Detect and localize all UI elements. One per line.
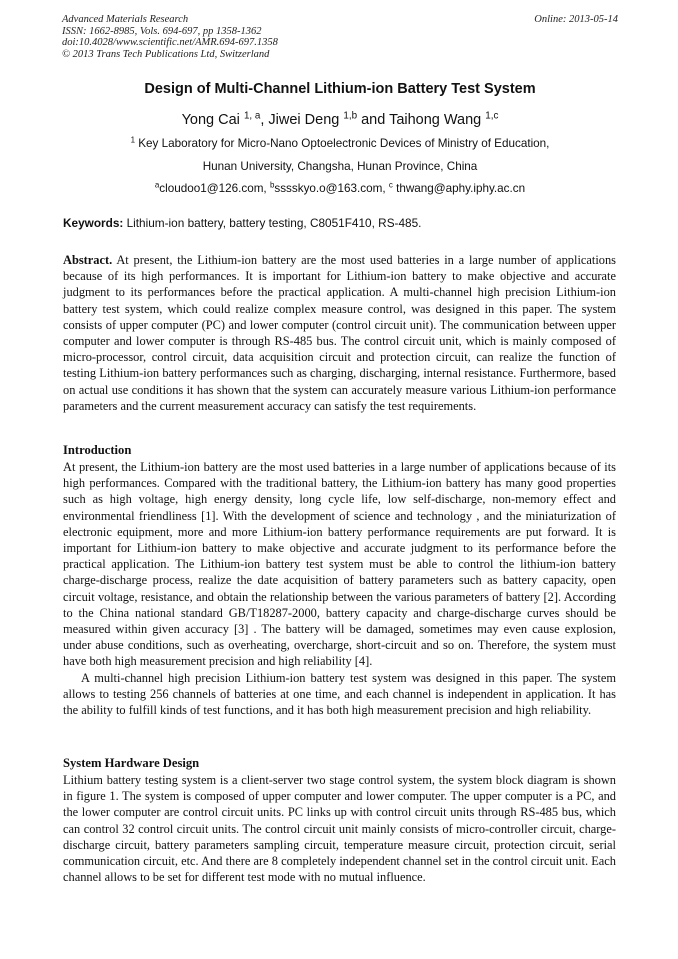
hardware-heading: System Hardware Design (63, 756, 200, 770)
keywords (63, 216, 619, 230)
affiliation-line-2: Hunan University, Changsha, Hunan Province, China (202, 160, 478, 173)
abstract-text: At present, the Lithium-ion battery are the most used batteries in a large number of applications because of its high performances. It is important for Lithium-ion battery to make objective and accurate judgment to its performances before the practical application. A multi-channel high precision Lithium-ion battery test system, which could realize complex measure control, was designed in this paper. The system consists of upper computer (PC) and lower computer (control circuit unit). The communication between upper computer and lower computer is through RS-485 bus. The control circuit unit, which is mainly composed of micro-processor, control circuit, data acquisition circuit and protection circuit, can realize the function of testing Lithium-ion battery performances such as charging, discharging, internal resistance. Furthermore, based on actual use conditions it has shown that the system can accurately measure various Lithium-ion performance parameters and the current measurement accuracy can satisfy the test requirements. (63, 253, 616, 413)
author-superscript: 1,c (485, 110, 499, 122)
paper-title: Design of Multi-Channel Lithium-ion Battery Test System (144, 81, 536, 97)
email-link[interactable]: sssskyo.o@163.com, (274, 182, 389, 195)
introduction-heading: Introduction (63, 443, 132, 457)
email-link[interactable]: cloudoo1@126.com, (159, 182, 270, 195)
introduction-body (63, 459, 616, 718)
paragraph: At present, the Lithium-ion battery are the most used batteries in a large number of applications because of its high performances. Compared with the traditional battery, the Lithium-ion battery has many good properties such as high voltage, high energy density, long cycle life, low self-discharge, non-memory effect and environmental friendliness [1]. With the development of science and technology , and the miniaturization of electronic equipment, more and more Lithium-ion battery performance requirements are put forward. It is important for Lithium-ion battery to make objective and accurate judgment to its performance before the practical application. The Lithium-ion battery test system must be able to control the lithium-ion battery charge-discharge process, realize the date acquisition of battery parameters such as battery capacity, open circuit voltage, resistance, and obtain the relationship between the various parameters of battery [2]. According to the China national standard GB/T18287-2000, battery capacity and charge-discharge curves should be measured within given accuracy [3] . The battery will be damaged, sometimes may even cause explosion, under abuse conditions, such as overheating, overcharge, short-circuit and so on. Therefore, the system must have both high measurement precision and high reliability [4]. (63, 460, 616, 669)
abstract-label: Abstract. (63, 253, 113, 267)
affiliation-line-1: $^1$ Key Laboratory for Micro-Nano Optoelectronic Devices of Ministry of Education, (130, 135, 550, 150)
paragraph: Lithium battery testing system is a client-server two stage control system, the system block diagram is shown in figure 1. The system is composed of upper computer and lower computer. The upper computer is a PC, and the lower computer are control circuit units. PC links up with control circuit units through RS-485 bus, which can control 32 control circuit units. The control circuit unit mainly consists of micro-controller circuit, charge-discharge circuit, battery parameters sampling circuit, temperature measure circuit, protection circuit, serial communication circuit, etc. And there are 8 completely independent channel set in the control circuit unit. Each channel allows to be set for different test mode with no mutual influence. (63, 773, 616, 885)
online-date: Online: 2013-05-14 (534, 14, 618, 25)
journal-name: Advanced Materials Research (62, 14, 189, 25)
author-superscript: 1,b (343, 110, 358, 122)
author-name: Jiwei Deng (268, 112, 340, 128)
paragraph: A multi-channel high precision Lithium-ion battery test system was designed in this paper. The system allows to testing 256 channels of batteries at one time, and each channel is independent in application. It has the ability to fulfill kinds of test functions, and it has both high measurement precision and high reliability. (63, 670, 616, 718)
keywords-label: Keywords: (63, 216, 124, 230)
author-name: Yong Cai (181, 112, 240, 128)
author-emails: $^a$cloudoo1@126.com, $^b$sssskyo.o@163.com, $^c$ thwang@aphy.iphy.ac.cn (154, 180, 526, 195)
author-name: Taihong Wang (389, 112, 482, 128)
doi-link[interactable]: doi:10.4028/www.scientific.net/AMR.694-697.1358 (62, 37, 278, 48)
email-link[interactable]: thwang@aphy.iphy.ac.cn (392, 182, 526, 195)
keywords-text: Lithium-ion battery, battery testing, C8051F410, RS-485. (123, 216, 422, 230)
author-superscript: 1, a (243, 110, 261, 122)
hardware-body (63, 772, 616, 885)
publication-header (62, 14, 618, 60)
issn-line: ISSN: 1662-8985, Vols. 694-697, pp 1358-1362 (62, 25, 262, 37)
author-list: Yong Cai $^{1, a}$, Jiwei Deng $^{1,b}$ and Taihong Wang $^{1,c}$ (181, 110, 499, 128)
copyright-line: © 2013 Trans Tech Publications Ltd, Switzerland (62, 48, 270, 60)
abstract (63, 252, 616, 414)
